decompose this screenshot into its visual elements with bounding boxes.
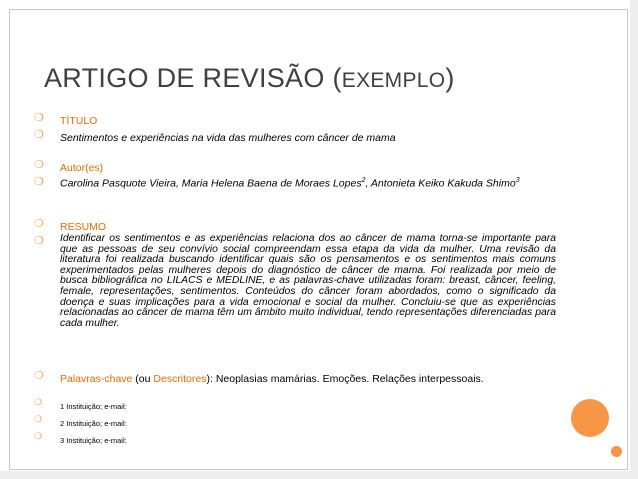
bullet-icon: ❍ [34,431,43,441]
bullet-icon: ❍ [34,397,43,407]
bullet-icon: ❍ [34,235,44,247]
title-main: ARTIGO DE REVISÃO ( [44,63,342,93]
bullet-icon: ❍ [34,112,44,124]
footnote-3: 3 Instituição; e-mail: [60,436,127,445]
autor-sup-1: 2 [361,177,366,184]
bullet-icon: ❍ [34,176,44,188]
list-item-autor-value [34,175,556,217]
slide-title [44,63,455,94]
decorative-circle-small [611,446,622,457]
bullet-icon: ❍ [34,159,44,171]
autor-names-2: , Antonieta Keiko Kakuda Shimo [365,177,516,190]
list-item-autor-label [34,158,556,175]
list-item-titulo-label [34,111,556,128]
palavras-value: ): Neoplasias mamárias. Emoções. Relações interpessoais. [206,373,484,385]
footnote-1: 1 Instituição; e-mail: [60,402,127,411]
list-item-palavras [34,369,556,396]
bullet-icon: ❍ [34,414,43,424]
list-item-footnote-1 [34,396,556,413]
palavras-mid: (ou [132,373,154,385]
decorative-circle-large [571,399,609,437]
list-item-resumo-label [34,217,556,234]
palavras-line [60,373,484,385]
resumo-text: Identificar os sentimentos e as experiências relaciona dos ao câncer de mama torna-se importante para que as pessoas de seu convívio social compreendam essa etapa da vida da mulher. Uma revisão da literatura foi realizada buscando identificar quais são os pensamentos e os sentimentos mais comuns experimentados pelas mulheres depois do diagnóstico de câncer de mama. Foi realizada por meio de busca bibliográfica no LILACS e MEDLINE, e as palavras-chave utilizadas foram: breast, câncer, feeling, female, representações, sentimentos. Conteúdos do câncer foram abordados, como o significado da doença e suas implicações para a vida emocional e social da mulher. Concluiu-se que as experiências relacionadas ao câncer de mama têm um âmbito muito individual, tendo representações diferenciadas para cada mulher. [60,233,556,329]
list-item-footnote-3 [34,430,556,447]
list-item-footnote-2 [34,413,556,430]
autor-sup-2: 3 [515,177,520,184]
resumo-label: RESUMO [60,221,107,233]
title-close: ) [445,63,455,93]
bullet-icon: ❍ [34,129,44,141]
autor-label: Autor(es) [60,162,104,174]
autor-names-1: Carolina Pasquote Vieira, Maria Helena Baena de Moraes Lopes [60,177,362,190]
bullet-icon: ❍ [34,218,44,230]
title-sub: EXEMPLO [341,69,446,92]
descritores-label: Descritores [153,373,207,385]
palavras-label: Palavras-chave [60,373,133,385]
titulo-label: TÍTULO [60,115,98,127]
list-item-titulo-value [34,128,556,158]
bullet-icon: ❍ [34,370,44,382]
list-item-resumo-text [34,234,556,369]
slide-content [34,111,556,447]
footnote-2: 2 Instituição; e-mail: [60,419,127,428]
titulo-value: Sentimentos e experiências na vida das mulheres com câncer de mama [60,132,396,144]
autor-value [60,175,556,190]
